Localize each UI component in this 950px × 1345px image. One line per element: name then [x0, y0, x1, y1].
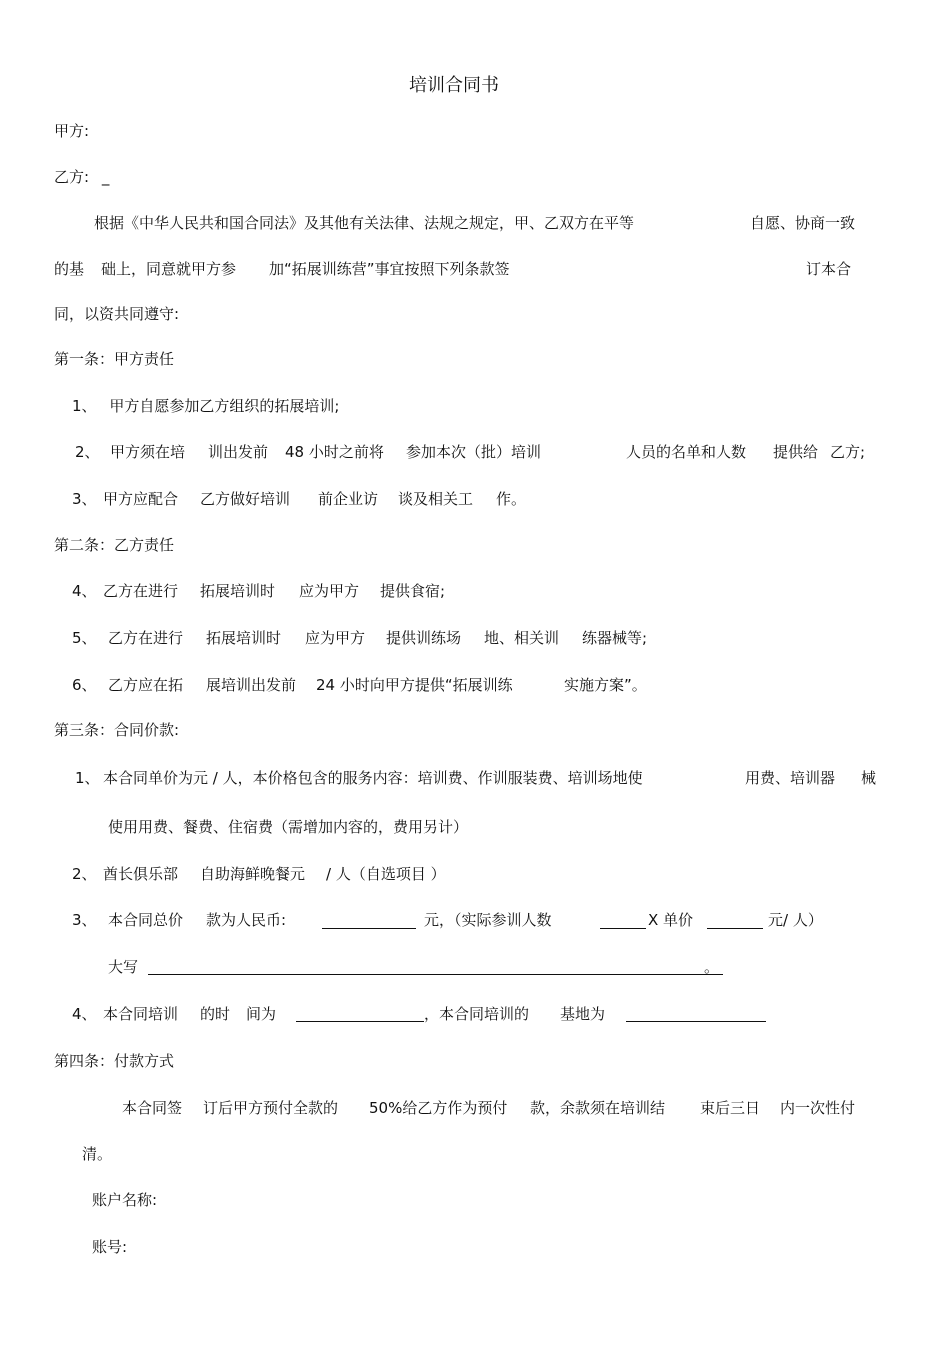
- intro-line-1a: 根据《中华人民共和国合同法》及其他有关法律、法规之规定，甲、乙双方在平等: [94, 214, 635, 232]
- item-text-d: 提供训练场: [386, 629, 462, 647]
- item-text-a: 甲方须在培: [110, 443, 186, 461]
- item-text-continued: 使用用费、餐费、住宿费（需增加内容的，费用另计）: [108, 818, 469, 836]
- item-text-a: 酋长俱乐部: [103, 865, 179, 883]
- intro-line-2c: 加“拓展训练营”事宜按照下列条款签: [269, 260, 510, 278]
- item-text-b: 用费、培训器: [745, 769, 836, 787]
- item-text-c: 械: [861, 769, 877, 787]
- item-text-a: 本合同培训: [103, 1005, 179, 1023]
- party-b-blank: _: [101, 168, 110, 186]
- item-number: 1、: [72, 397, 97, 415]
- unit-price-blank: [707, 928, 763, 929]
- item-text-g: 乙方;: [830, 443, 866, 461]
- item-text-a: 甲方应配合: [103, 490, 179, 508]
- payment-text-d: 款，余款须在培训结: [530, 1099, 666, 1117]
- item-text-c: / 人（自选项目 ）: [326, 865, 446, 883]
- in-words-end: 。: [704, 958, 720, 976]
- intro-line-3: 同，以资共同遵守:: [54, 305, 180, 323]
- item-text-d: 提供食宿;: [380, 582, 446, 600]
- item-text-e: 基地为: [560, 1005, 606, 1023]
- payment-text-f: 内一次性付: [780, 1099, 856, 1117]
- item-number: 4、: [72, 1005, 97, 1023]
- item-text-b: 拓展培训时: [200, 582, 276, 600]
- item-text-d: 谈及相关工: [398, 490, 474, 508]
- article-2-heading: 第二条：乙方责任: [54, 536, 175, 554]
- item-text-b: 拓展培训时: [206, 629, 282, 647]
- payment-text-b: 订后甲方预付全款的: [203, 1099, 339, 1117]
- item-text-c: 应为甲方: [305, 629, 366, 647]
- item-text-a: 本合同单价为元 / 人，本价格包含的服务内容：培训费、作训服装费、培训场地使: [103, 769, 643, 787]
- item-text-b: 乙方做好培训: [200, 490, 291, 508]
- art1-item-1: [72, 396, 339, 416]
- item-text-a: 乙方在进行: [108, 629, 184, 647]
- article-3-heading: 第三条：合同价款:: [54, 721, 180, 739]
- item-text-d: 参加本次（批）培训: [406, 443, 542, 461]
- payment-text-c: 50%给乙方作为预付: [369, 1099, 508, 1117]
- intro-line-2a: 的基: [54, 260, 85, 278]
- item-text-a: 本合同总价: [108, 911, 184, 929]
- item-number: 6、: [72, 676, 97, 694]
- party-b-text: 乙方:: [54, 168, 90, 186]
- item-text-a: 乙方应在拓: [108, 676, 184, 694]
- in-words-label: 大写: [108, 958, 139, 976]
- payment-text-continued: 清。: [82, 1145, 113, 1163]
- item-text-c: 间为: [246, 1005, 277, 1023]
- item-number: 2、: [72, 865, 97, 883]
- item-text-f: 练器械等;: [582, 629, 648, 647]
- item-number: 2、: [75, 443, 100, 461]
- page-title: 培训合同书: [409, 75, 499, 96]
- item-text-b: 训出发前: [208, 443, 269, 461]
- item-text-c: 24 小时向甲方提供“拓展训练: [316, 676, 513, 694]
- item-text-b: 展培训出发前: [206, 676, 297, 694]
- item-text: 甲方自愿参加乙方组织的拓展培训;: [109, 397, 340, 415]
- party-a-label: 甲方:: [54, 122, 90, 140]
- item-text-b: 款为人民币:: [206, 911, 287, 929]
- item-text-e: 人员的名单和人数: [626, 443, 747, 461]
- article-4-heading: 第四条：付款方式: [54, 1052, 175, 1070]
- item-text-d: 实施方案”。: [564, 676, 647, 694]
- intro-line-2b: 础上，同意就甲方参: [101, 260, 237, 278]
- item-number: 5、: [72, 629, 97, 647]
- in-words-blank: [148, 974, 723, 975]
- item-text-d: ，本合同培训的: [424, 1005, 530, 1023]
- item-text-e: 元/ 人）: [768, 911, 823, 929]
- item-number: 4、: [72, 582, 97, 600]
- item-number: 3、: [72, 490, 97, 508]
- account-name-label: 账户名称:: [92, 1191, 158, 1209]
- total-amount-blank: [322, 928, 416, 929]
- payment-text-a: 本合同签: [122, 1099, 183, 1117]
- payment-text-e: 束后三日: [700, 1099, 761, 1117]
- account-number-label: 账号:: [92, 1238, 128, 1256]
- item-text-c: 元，（实际参训人数: [424, 911, 552, 929]
- item-text-b: 的时: [200, 1005, 231, 1023]
- article-1-heading: 第一条：甲方责任: [54, 350, 175, 368]
- training-base-blank: [626, 1021, 766, 1022]
- participants-blank: [600, 928, 646, 929]
- item-text-c: 48 小时之前将: [285, 443, 384, 461]
- item-text-f: 提供给: [773, 443, 819, 461]
- intro-line-2d: 订本合: [806, 260, 852, 278]
- item-number: 1、: [75, 769, 100, 787]
- intro-line-1b: 自愿、协商一致: [750, 214, 856, 232]
- item-text-c: 应为甲方: [299, 582, 360, 600]
- item-text-e: 作。: [496, 490, 527, 508]
- training-time-blank: [296, 1021, 424, 1022]
- party-b-label: [54, 167, 109, 187]
- item-text-a: 乙方在进行: [103, 582, 179, 600]
- item-text-d: X 单价: [648, 911, 694, 929]
- item-number: 3、: [72, 911, 97, 929]
- item-text-b: 自助海鲜晚餐元: [200, 865, 306, 883]
- item-text-e: 地、相关训: [484, 629, 560, 647]
- item-text-c: 前企业访: [318, 490, 379, 508]
